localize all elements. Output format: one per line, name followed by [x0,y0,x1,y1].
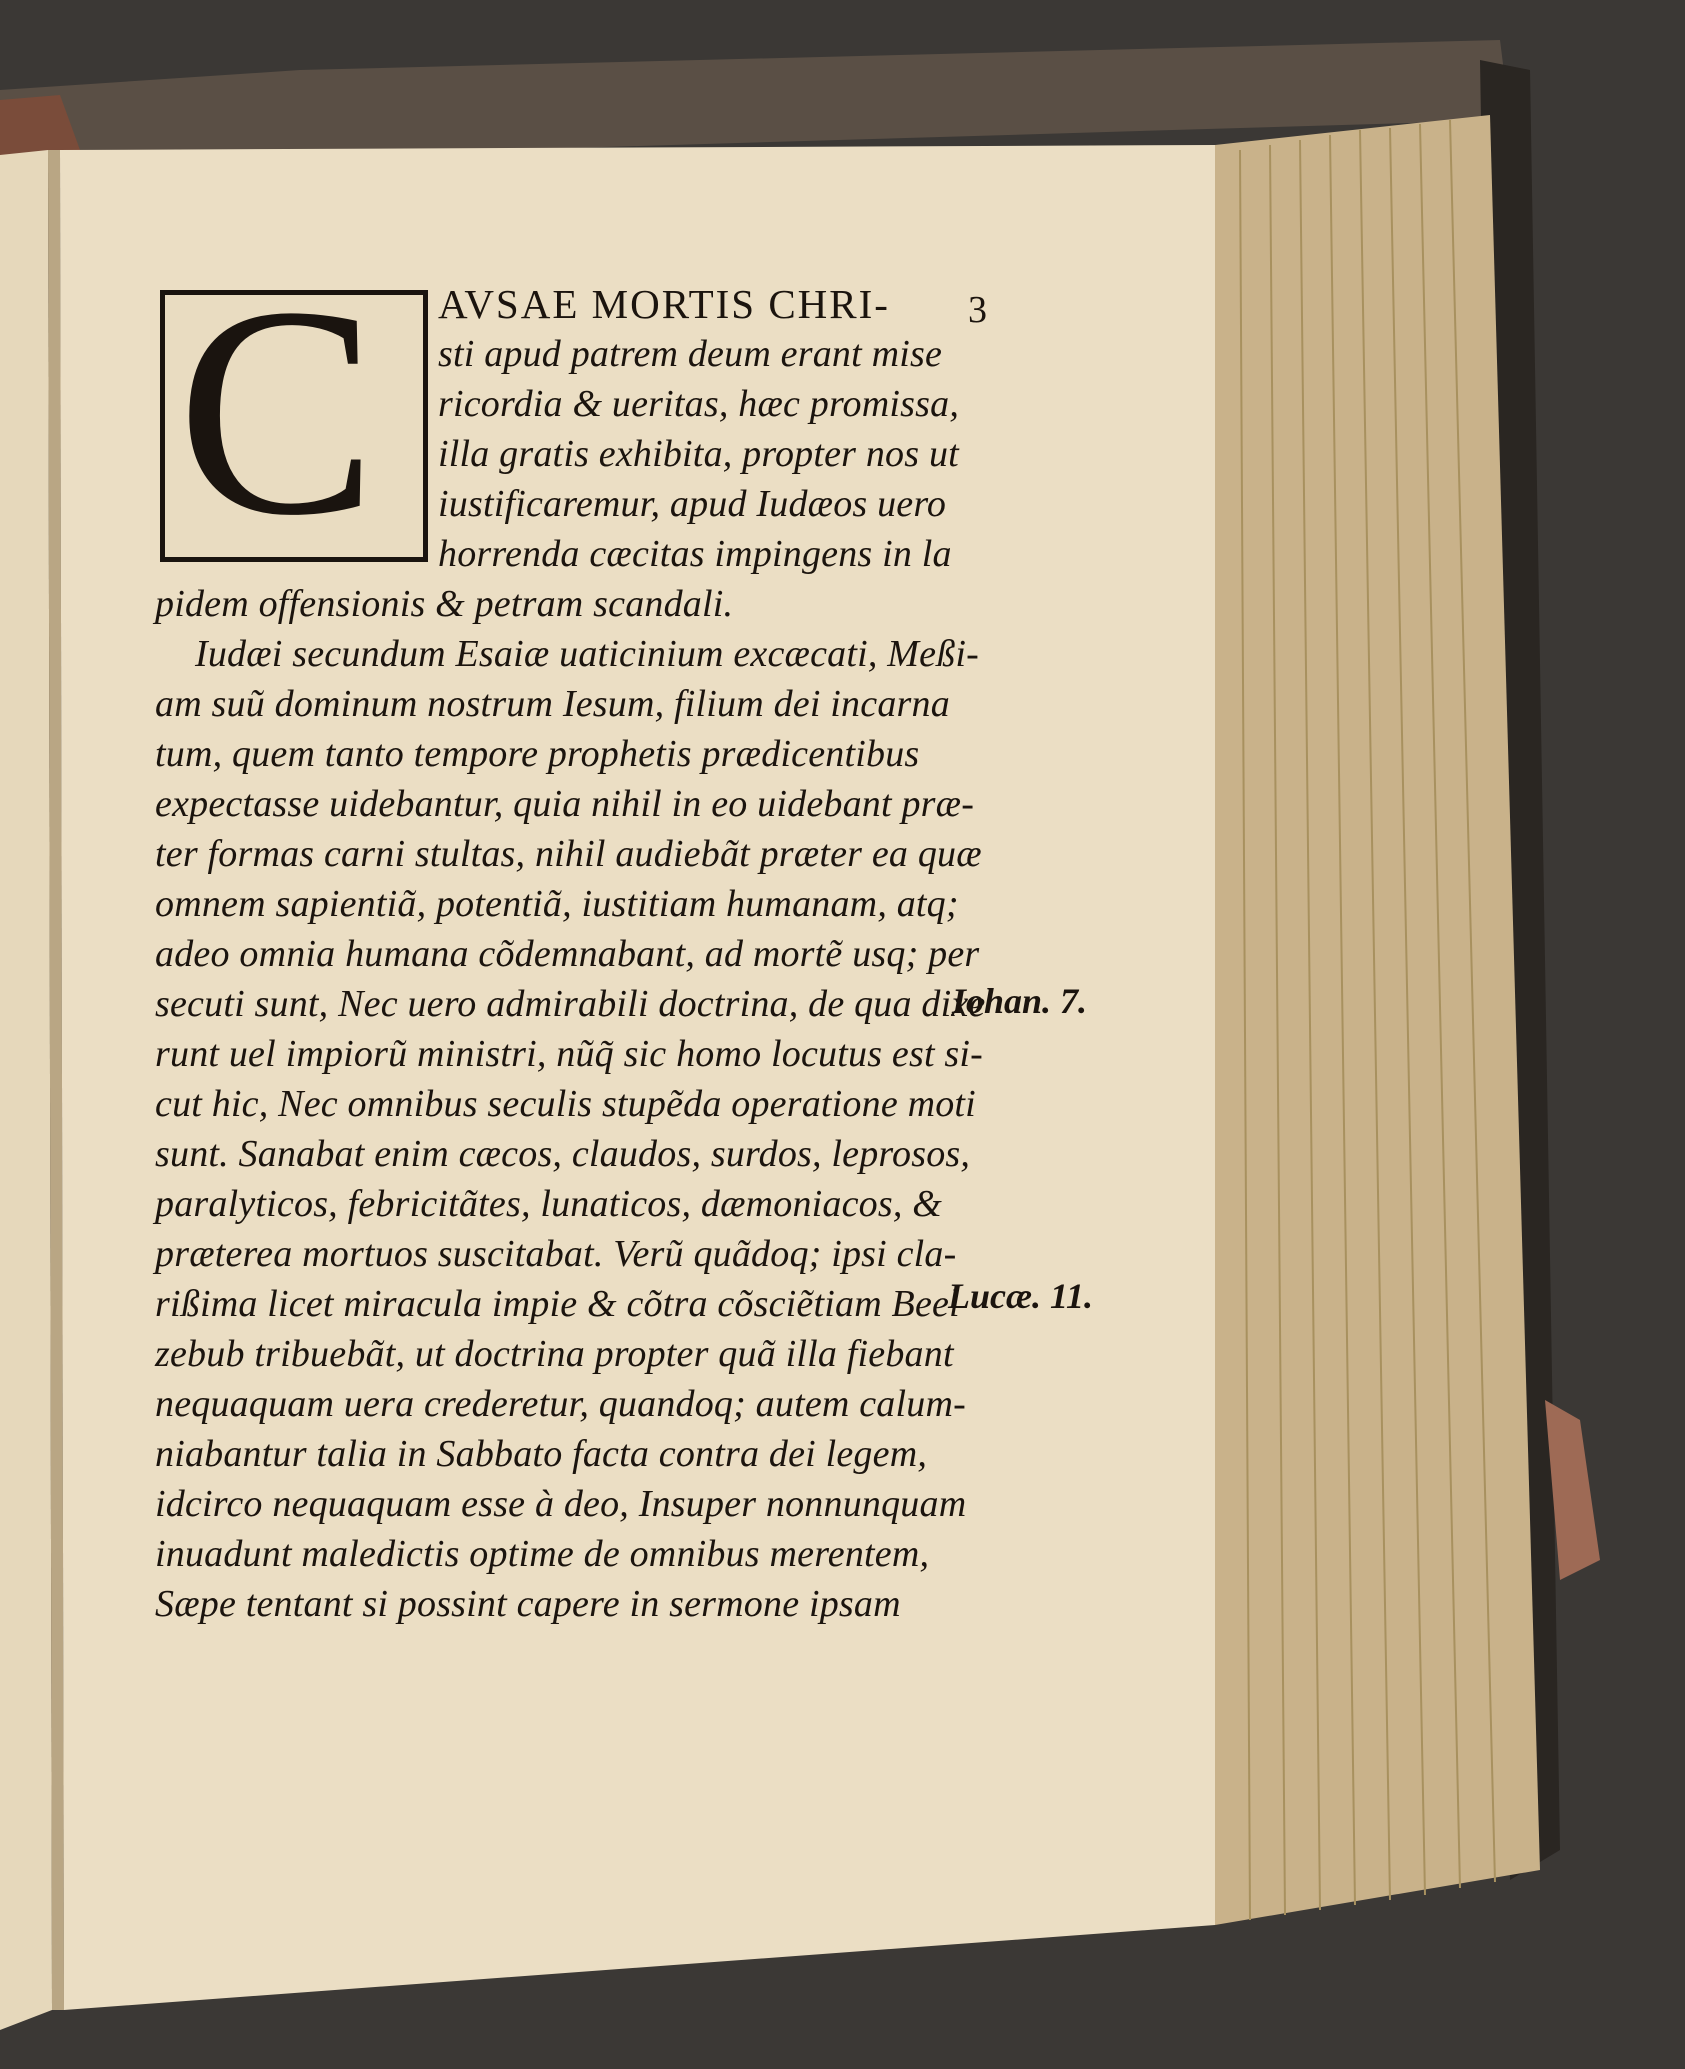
text-line: expectasse uidebantur, quia nihil in eo uidebant præ- [155,783,975,825]
text-line: secuti sunt, Nec uero admirabili doctrina, de qua dixe [155,983,986,1025]
text-line: horrenda cæcitas impingens in la [438,533,952,575]
text-line: præterea mortuos suscitabat. Verũ quãdoq; ipsi cla- [155,1233,957,1275]
text-line: sunt. Sanabat enim cæcos, claudos, surdos, leprosos, [155,1133,971,1175]
text-line: pidem offensionis & petram scandali. [155,583,734,625]
text-line: adeo omnia humana cõdemnabant, ad mortẽ usq; per [155,933,980,975]
text-line: am suũ dominum nostrum Iesum, filium dei incarna [155,683,950,725]
text-line: inuadunt maledictis optime de omnibus merentem, [155,1533,930,1575]
text-line: ter formas carni stultas, nihil audiebãt præter ea quæ [155,833,982,875]
margin-note: Lucæ. 11. [948,1276,1094,1316]
text-line: cut hic, Nec omnibus seculis stupẽda operatione moti [155,1083,976,1125]
page-number: 3 [968,289,987,331]
text-line: iustificaremur, apud Iudæos uero [438,483,947,525]
text-line: illa gratis exhibita, propter nos ut [438,433,959,475]
text-line: Iudæi secundum Esaiæ uaticinium excæcati, Meßi- [195,633,980,675]
page-stack [1215,115,1540,1925]
text-line: runt uel impiorũ ministri, nũq̃ sic homo locutus est si- [155,1033,983,1075]
decorated-initial-frame [160,245,428,577]
decorated-initial: C [177,245,378,577]
text-line: idcirco nequaquam esse à deo, Insuper nonnunquam [155,1483,967,1525]
margin-note: Iohan. 7. [952,981,1088,1021]
left-page [0,150,52,2030]
text-line: Sæpe tentant si possint capere in sermone ipsam [155,1583,901,1625]
text-line: sti apud patrem deum erant mise [438,333,943,375]
text-line: AVSAE MORTIS CHRI- [438,281,890,327]
text-line: tum, quem tanto tempore prophetis prædicentibus [155,733,920,775]
text-line: paralyticos, febricitãtes, lunaticos, dæmoniacos, & [155,1183,943,1225]
text-line: nequaquam uera crederetur, quandoq; autem calum- [155,1383,966,1425]
text-line: ricordia & ueritas, hæc promissa, [438,383,960,425]
text-line: rißima licet miracula impie & cõtra cõsciẽtiam Beel [155,1283,960,1325]
text-line: zebub tribuebãt, ut doctrina propter quã illa fiebant [155,1333,954,1375]
text-line: niabantur talia in Sabbato facta contra dei legem, [155,1433,928,1475]
text-line: omnem sapientiã, potentiã, iustitiam humanam, atq; [155,883,959,925]
